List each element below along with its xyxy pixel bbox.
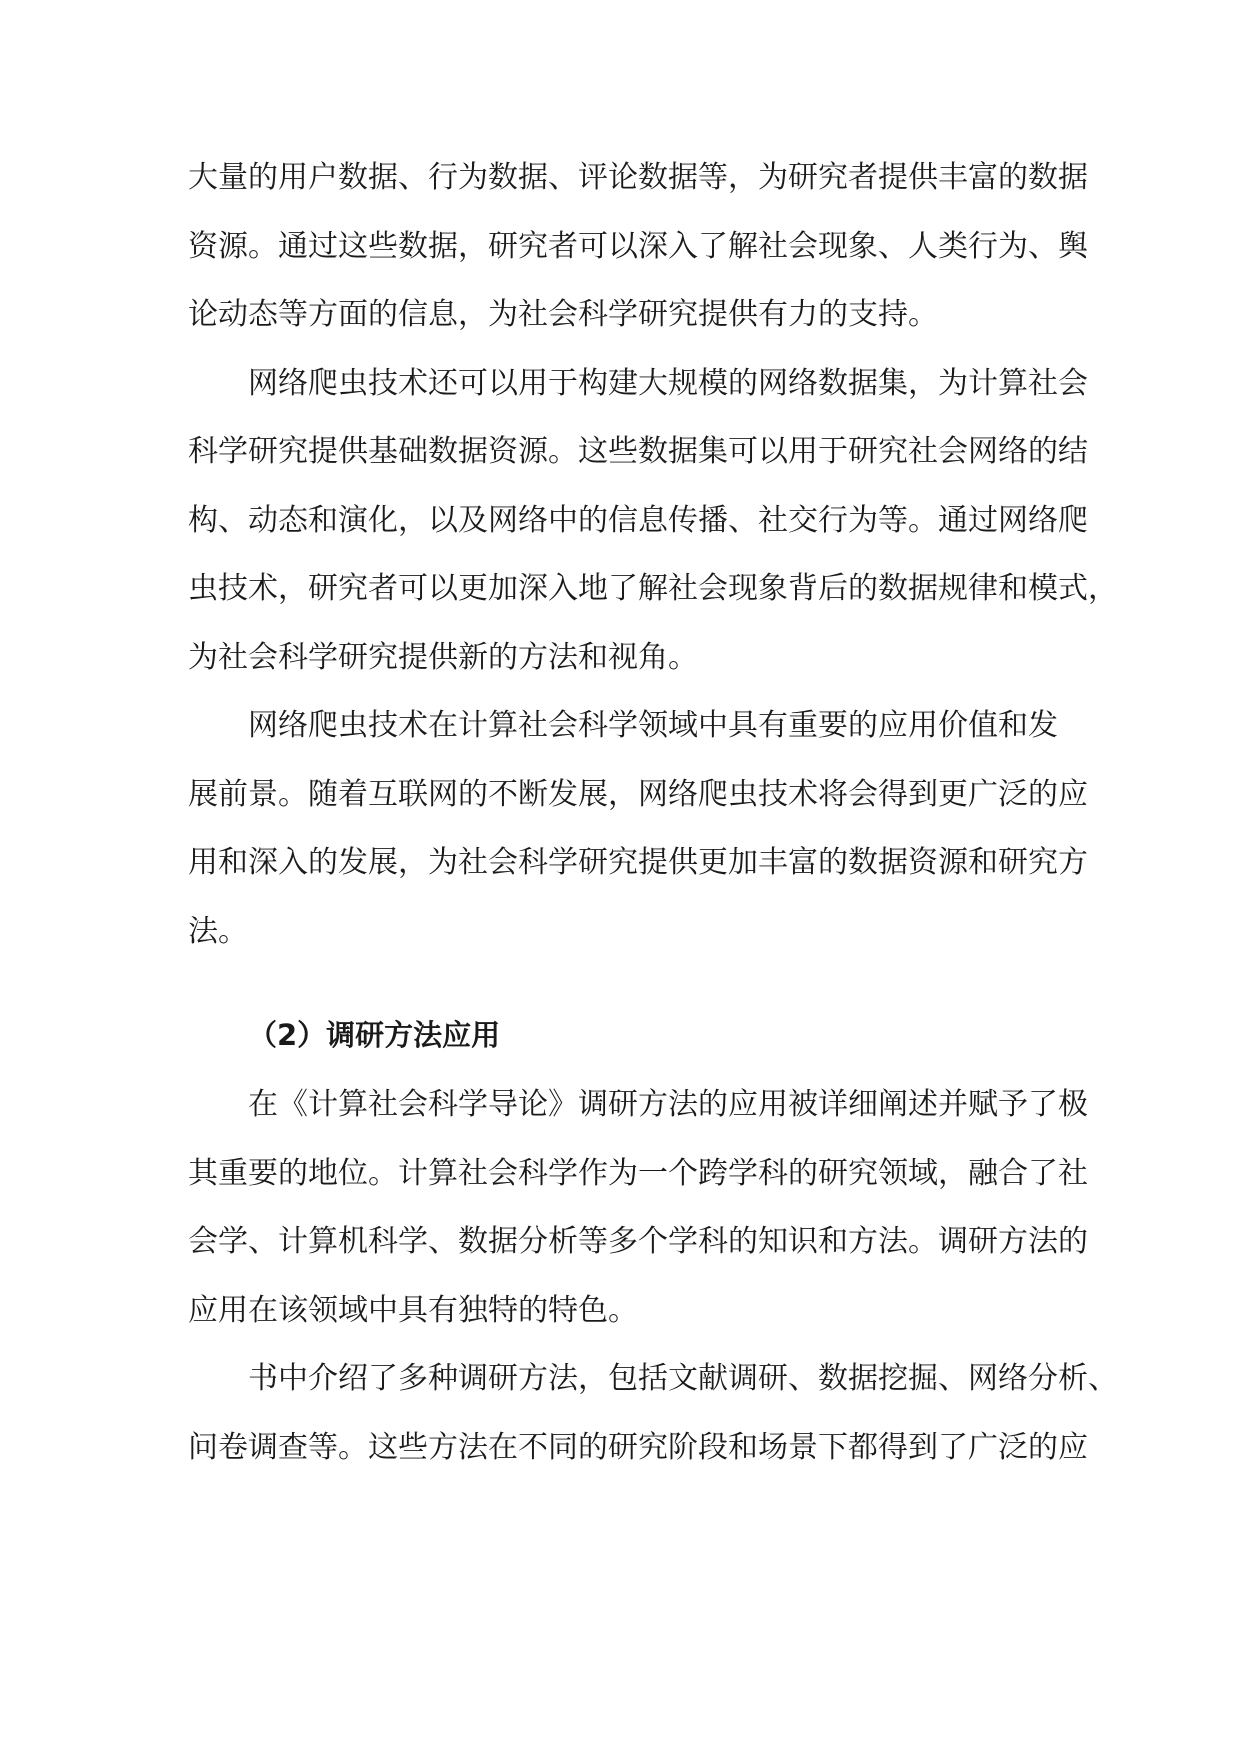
text-line: 资源。通过这些数据，研究者可以深入了解社会现象、人类行为、舆: [188, 228, 1088, 264]
text-line: 科学研究提供基础数据资源。这些数据集可以用于研究社会网络的结: [188, 434, 1088, 469]
paragraph-5: [188, 1345, 1118, 1482]
text-line: 构、动态和演化，以及网络中的信息传播、社交行为等。通过网络爬: [188, 502, 1088, 538]
text-line: 大量的用户数据、行为数据、评论数据等，为研究者提供丰富的数据: [188, 160, 1088, 195]
text-line: 其重要的地位。计算社会科学作为一个跨学科的研究领域，融合了社: [188, 1155, 1088, 1191]
text-line: 在《计算社会科学导论》调研方法的应用被详细阐述并赋予了极: [248, 1087, 1088, 1122]
text-line: 法。: [188, 913, 248, 949]
text-line: 应用在该领域中具有独特的特色。: [188, 1292, 638, 1328]
paragraph-4: [188, 1071, 1088, 1345]
text-line: 虫技术，研究者可以更加深入地了解社会现象背后的数据规律和模式，: [188, 571, 1118, 606]
paragraph-3: [188, 692, 1088, 966]
text-line: 书中介绍了多种调研方法，包括文献调研、数据挖掘、网络分析、: [248, 1361, 1118, 1396]
text-line: 用和深入的发展，为社会科学研究提供更加丰富的数据资源和研究方: [188, 845, 1088, 880]
text-line: 为社会科学研究提供新的方法和视角。: [188, 639, 698, 675]
body-text: [188, 144, 1118, 1482]
text-line: 论动态等方面的信息，为社会科学研究提供有力的支持。: [188, 297, 938, 332]
text-line: 问卷调查等。这些方法在不同的研究阶段和场景下都得到了广泛的应: [188, 1429, 1088, 1465]
text-line: 展前景。随着互联网的不断发展，网络爬虫技术将会得到更广泛的应: [188, 776, 1088, 812]
section-heading: （2）调研方法应用: [248, 1018, 501, 1052]
text-line: 会学、计算机科学、数据分析等多个学科的知识和方法。调研方法的: [188, 1224, 1088, 1259]
paragraph-2: [188, 350, 1118, 693]
text-line: 网络爬虫技术还可以用于构建大规模的网络数据集，为计算社会: [248, 365, 1088, 401]
paragraph-1: [188, 144, 1088, 350]
text-line: 网络爬虫技术在计算社会科学领域中具有重要的应用价值和发: [248, 708, 1058, 743]
